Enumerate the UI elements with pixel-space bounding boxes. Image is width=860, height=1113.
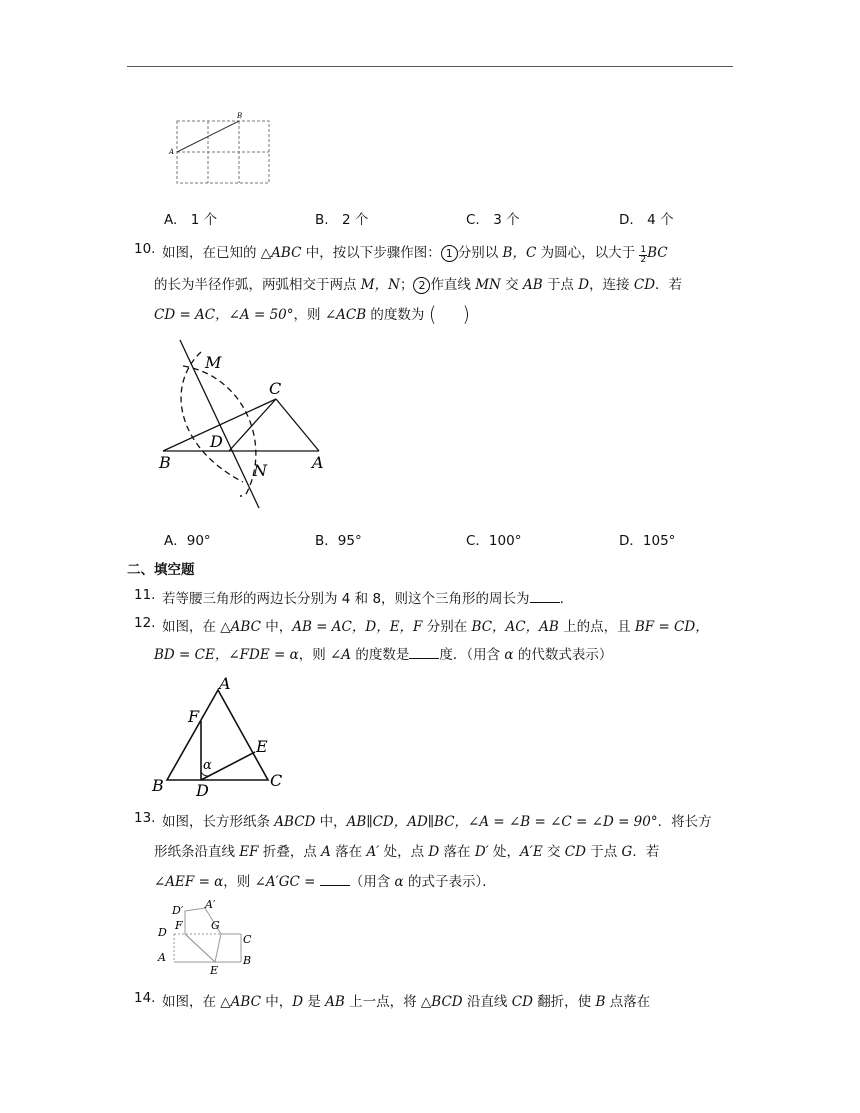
fig13-label-b: B (243, 954, 252, 967)
q13-line-3: ∠AEF = α，则 ∠A′GC = （用含 α 的式子表示）． (154, 870, 496, 890)
fig12-label-alpha: α (203, 758, 212, 773)
q13-figure (155, 898, 265, 976)
segment-ca (276, 399, 319, 451)
q12-line-1: 如图，在 △ABC 中，AB = AC，D，E，F 分别在 BC，AC，AB 上的点，且 BF = CD， (162, 619, 709, 635)
q11-number: 11. (134, 587, 156, 603)
fig13-label-a: A (158, 951, 166, 964)
q10-option-c: C．100° (466, 533, 522, 549)
fig13-label-c: C (243, 933, 252, 946)
q10-line-1: 如图，在已知的 △ABC 中，按以下步骤作图： 1 分别以 B，C 为圆心，以大于 $\frac{1}{2}$ BC (162, 245, 668, 265)
q14-line-1: 如图，在 △ABC 中，D 是 AB 上一点，将 △BCD 沿直线 CD 翻折，使 B 点落在 (162, 994, 651, 1010)
fig10-label-b: B (159, 453, 171, 472)
q12-number: 12. (134, 615, 156, 631)
fig12-label-f: F (188, 707, 200, 726)
fig12-label-a: A (219, 674, 231, 693)
folded-part (185, 908, 221, 962)
grid-label-a: A (169, 148, 175, 156)
q12-figure (148, 670, 293, 798)
fig13-label-f: F (175, 919, 183, 932)
q10-number: 10. (134, 241, 156, 257)
q13-line-1: 如图，长方形纸条 ABCD 中，AB∥CD，AD∥BC，∠A = ∠B = ∠C = ∠D = 90°．将长方 (162, 814, 712, 830)
fig13-label-e: E (210, 964, 219, 976)
fig10-label-c: C (269, 379, 282, 398)
fig13-label-d1: D′ (172, 904, 184, 917)
q14-number: 14. (134, 990, 156, 1006)
fig13-label-d: D (158, 926, 167, 939)
q11-text: 若等腰三角形的两边长分别为 4 和 8，则这个三角形的周长为 . (162, 587, 564, 607)
fig12-label-c: C (270, 771, 283, 790)
q9-option-d: D. 4 个 (619, 212, 674, 228)
segment-cd (229, 399, 276, 451)
q9-grid-figure (168, 108, 276, 188)
triangle-abc (167, 690, 268, 780)
q9-option-a: A. 1 个 (164, 212, 218, 228)
grid-label-b: B (237, 112, 243, 120)
q13-line-2: 形纸条沿直线 EF 折叠，点 A 落在 A′ 处，点 D 落在 D′ 处，A′E 交 CD 于点 G．若 (154, 844, 660, 860)
fig10-label-m: M (205, 353, 222, 372)
q10-line-2: 的长为半径作弧，两弧相交于两点 M，N； 2 作直线 MN 交 AB 于点 D，连接 CD．若 (154, 277, 683, 293)
q9-option-b: B. 2 个 (315, 212, 369, 228)
fig10-label-d: D (210, 432, 223, 451)
q13-number: 13. (134, 810, 156, 826)
fig12-label-b: B (152, 776, 164, 795)
q10-option-a: A．90° (164, 533, 211, 549)
q11-answer-blank[interactable] (530, 588, 560, 603)
q10-option-d: D．105° (619, 533, 676, 549)
section-heading: 二、填空题 (127, 562, 195, 578)
fig10-label-n: N (253, 461, 267, 480)
q12-answer-blank[interactable] (409, 644, 439, 659)
q10-option-b: B．95° (315, 533, 362, 549)
fig12-label-e: E (256, 737, 268, 756)
fig10-label-a: A (312, 453, 324, 472)
fig13-label-g: G (211, 919, 220, 932)
q13-answer-blank[interactable] (320, 871, 350, 886)
rect-abcd (174, 934, 241, 962)
arc-right (183, 366, 256, 496)
q10-line-3: CD = AC，∠A = 50°，则 ∠ACB 的度数为 ( ) (154, 302, 471, 326)
fig12-label-d: D (196, 781, 209, 798)
q12-line-2: BD = CE，∠FDE = α，则 ∠A 的度数是 度．（用含 α 的代数式表示） (154, 643, 612, 663)
q10-figure (155, 336, 335, 512)
fig13-label-a1: A′ (205, 898, 216, 911)
header-rule (127, 66, 733, 67)
q9-option-c: C. 3 个 (466, 212, 520, 228)
